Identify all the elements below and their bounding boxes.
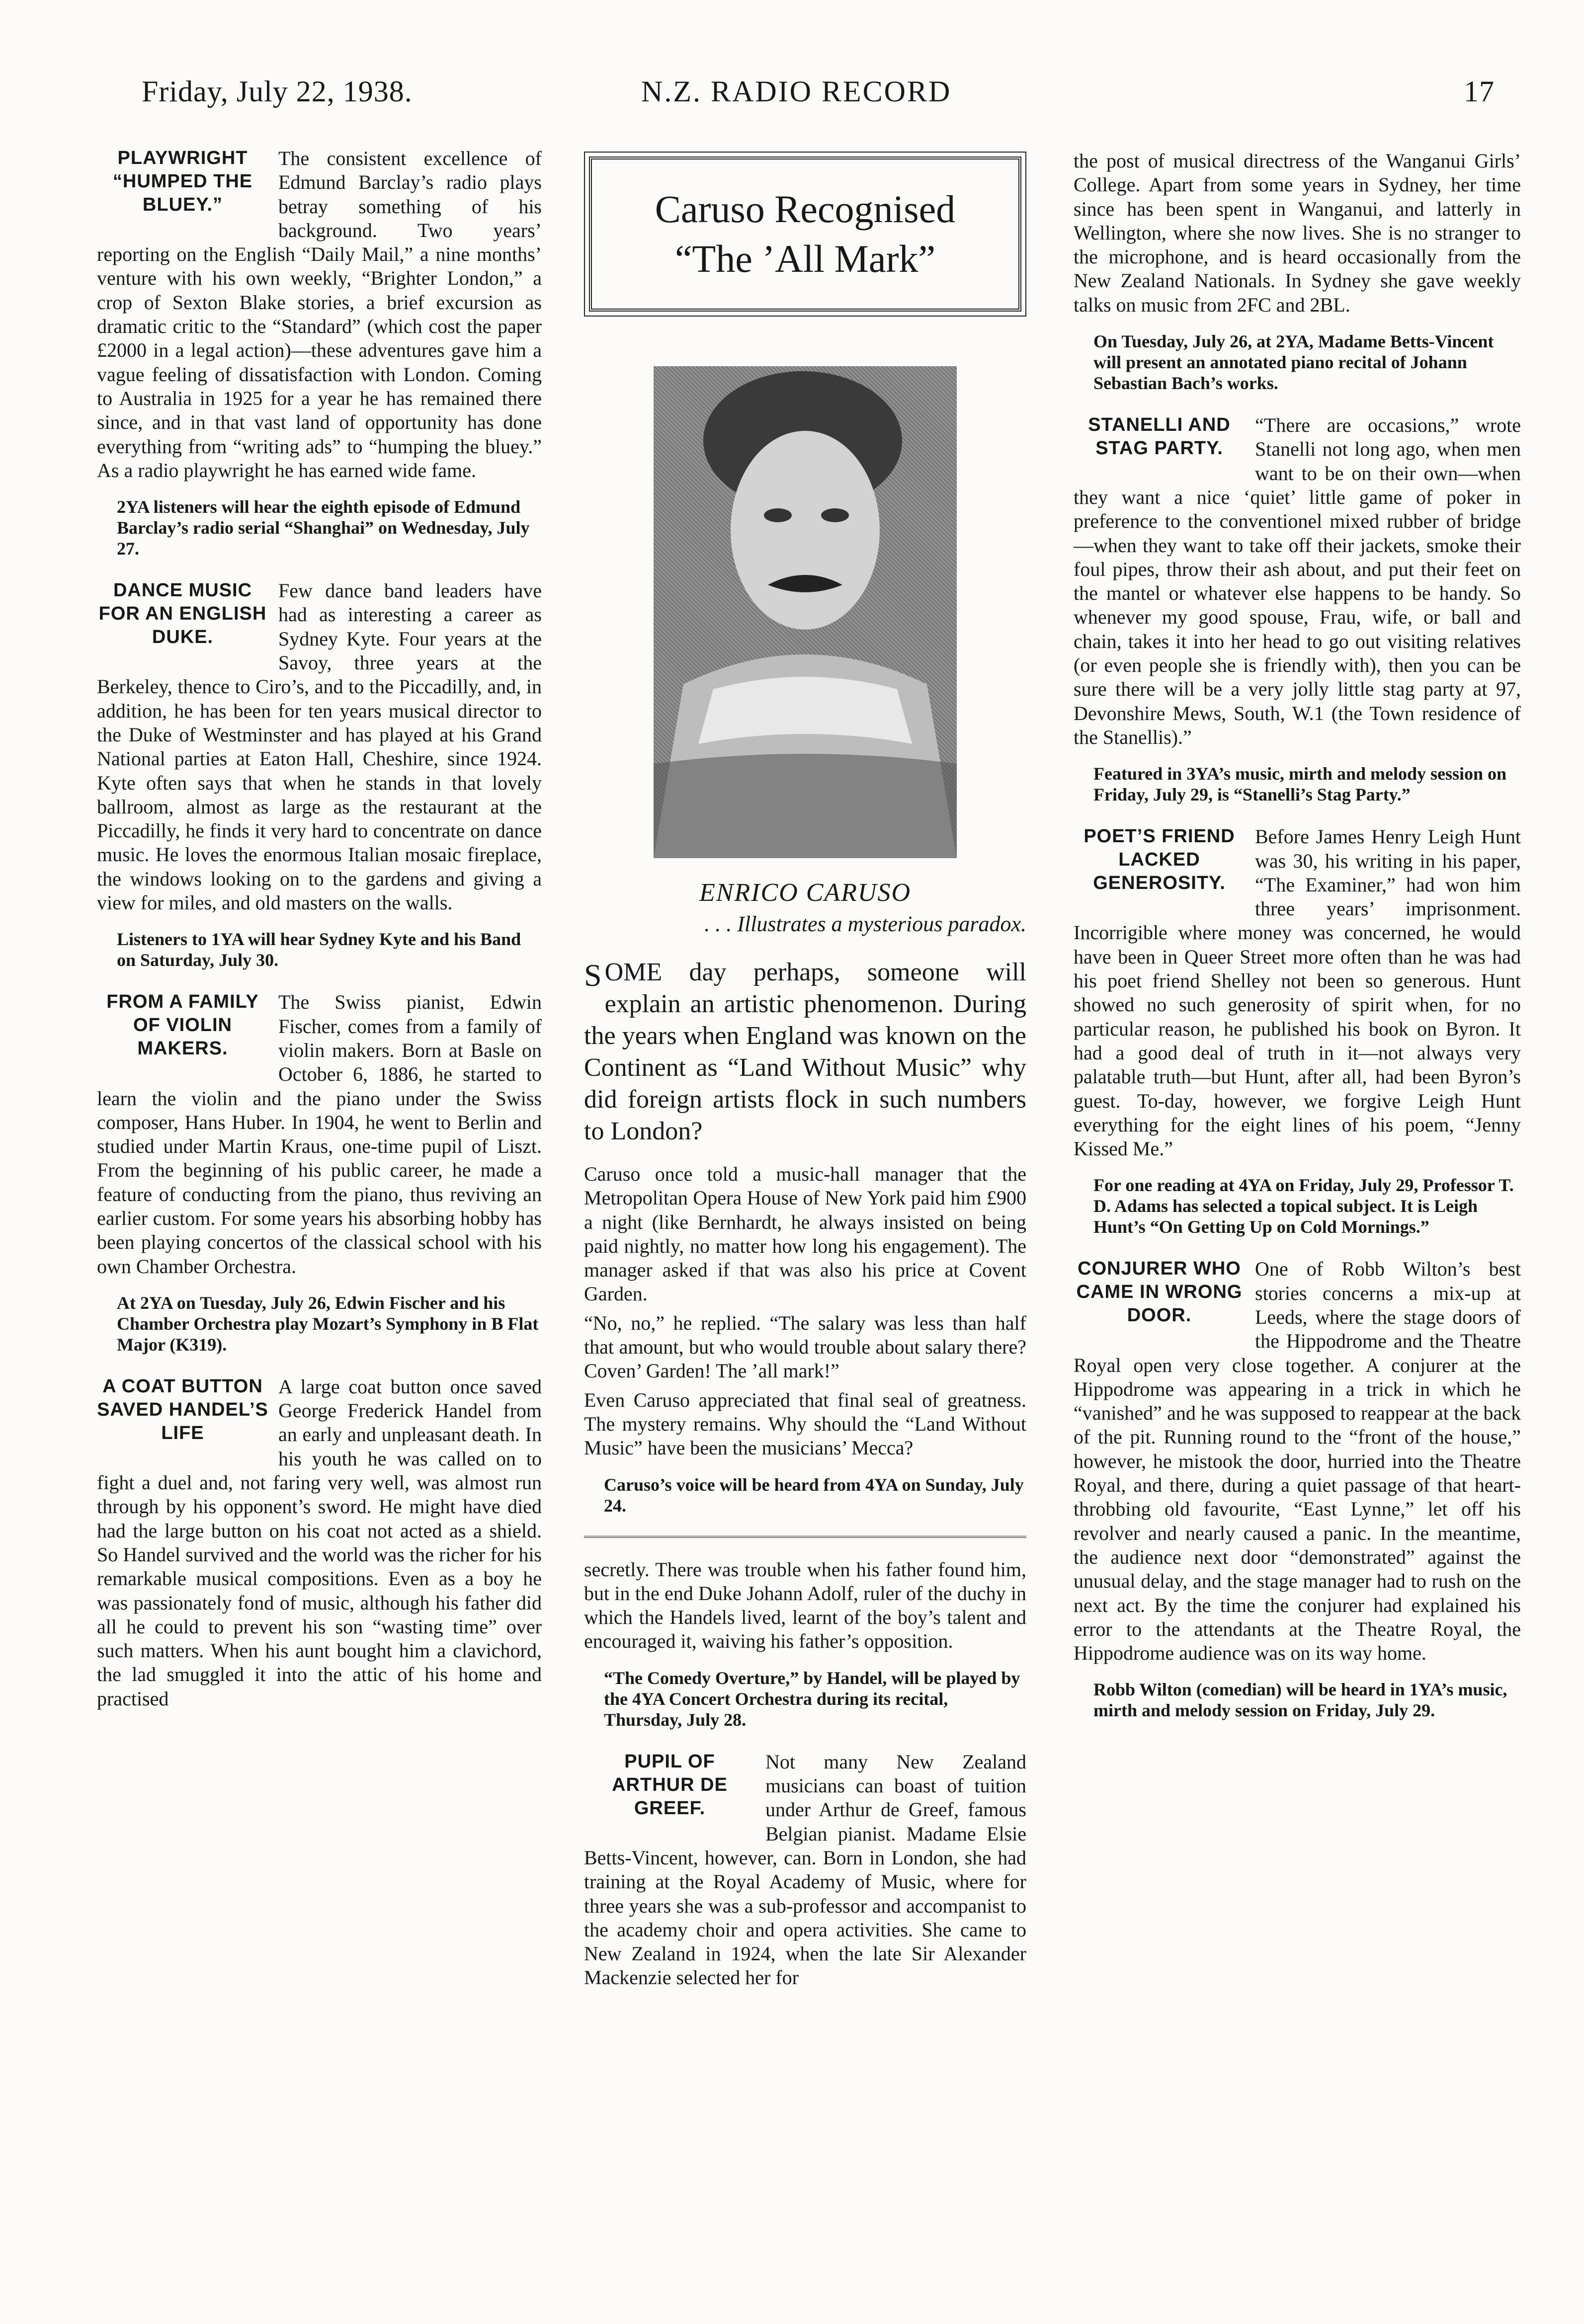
article-body: The Swiss pianist, Edwin Fischer, comes from a family of violin makers. Born at Basle on October 6, 1886, he started to learn the violin and the piano under the Swiss composer, Hans Huber. In 1904, he went to Berlin and studied under Martin Kraus, one-time pupil of Liszt. From the beginning of his public career, he made a feature of conducting from the piano, thus reviving an earlier custom. For some years his absorbing hobby has been playing concertos of the classical school with his own Chamber Orchestra. [97,991,542,1278]
broadcast-note: On Tuesday, July 26, at 2YA, Madame Betts-Vincent will present an annotated piano recital of Johann Sebastian Bach’s works. [1093,331,1494,394]
caruso-portrait-photo [654,366,957,858]
broadcast-note: Listeners to 1YA will hear Sydney Kyte and his Band on Saturday, July 30. [117,929,521,970]
article-leigh-hunt [1074,825,1521,1237]
article-heading: CONJURER WHO CAME IN WRONG DOOR. [1076,1258,1243,1326]
article-stanelli [1074,413,1521,805]
broadcast-note: 2YA listeners will hear the eighth episode of Edmund Barclay’s radio serial “Shanghai” on Wednesday, July 27. [117,497,530,559]
section-divider [584,1536,1026,1538]
column-left [97,147,542,1711]
article-heading: PUPIL OF ARTHUR DE GREEF. [612,1751,728,1819]
feature-title-box [589,157,1021,312]
article-heading: DANCE MUSIC FOR AN ENGLISH DUKE. [98,580,267,648]
article-body: “No, no,” he replied. “The salary was less than half that amount, but who would trouble about salary there? Coven’ Garden! The ’all mark!” [584,1311,1026,1382]
column-middle [584,147,1026,1990]
issue-date: Friday, July 22, 1938. [142,75,413,108]
article-heading: FROM A FAMILY OF VIOLIN MAKERS. [106,991,259,1059]
article-dance-music [97,579,542,970]
article-body: Even Caruso appreciated that final seal of greatness. The mystery remains. Why should the “Land Without Music” have been the musicians’ Mecca? [584,1388,1026,1459]
article-heading: A COAT BUTTON SAVED HANDEL’S LIFE [97,1375,268,1443]
broadcast-note: For one reading at 4YA on Friday, July 29, Professor T. D. Adams has selected a topical subject. It is Leigh Hunt’s “On Getting Up on Cold Mornings.” [1093,1175,1514,1237]
article-continuation: the post of musical directress of the Wanganui Girls’ College. Apart from some years in Sydney, her time since has been spent in Wanganui, and latterly in Wellington, where she now lives. She is no stranger to the microphone, and is heard occasionally from the New Zealand Nationals. In Sydney she gave weekly talks on music from 2FC and 2BL. [1074,150,1521,316]
article-body: One of Robb Wilton’s best stories concerns a mix-up at Leeds, where the stage doors of the Hippodrome and the Theatre Royal open very close together. A conjurer at the Hippodrome was appearing in a trick in which he “vanished” and he was supposed to reappear at the back of the pit. Running round to the “front of the house,” however, he mistook the door, hurried into the Theatre Royal, and there, during a quiet passage of that heart-throbbing old favourite, “East Lynne,” let off his revolver and nearly caused a panic. In the meantime, the audience next door “demonstrated” against the unusual delay, and the stage manager had to rush on the next act. By the time the conjurer had explained his error to the attendants at the Theatre Royal, the Hippodrome audience was on its way home. [1074,1258,1521,1665]
article-body: Not many New Zealand musicians can boast of tuition under Arthur de Greef, famous Belgian pianist. Madame Elsie Betts-Vincent, however, can. Born in London, she had training at the Royal Academy of Music, where for three years she was a sub-professor and accompanist to the academy choir and opera activities. She came to New Zealand in 1924, when the late Sir Alexander Mackenzie selected her for [584,1750,1026,1989]
article-heading: POET’S FRIEND LACKED GENEROSITY. [1084,826,1235,894]
broadcast-note: Caruso’s voice will be heard from 4YA on Sunday, July 24. [604,1474,1024,1516]
article-body: Before James Henry Leigh Hunt was 30, his writing in his paper, “The Examiner,” had won him three years’ imprisonment. Incorrigible where money was concerned, he would have been in Queer Street more often than he was had his poet friend Shelley not been so generous. Hunt showed no such generosity of spirit when, for no particular reason, he published his book on Byron. It had a good deal of truth in it—not always very palatable truth—but Hunt, after all, had been Byron’s guest. To-day, however, we forgive Leigh Hunt everything for the eight lines of his poem, “Jenny Kissed Me.” [1074,825,1521,1160]
article-heading: PLAYWRIGHT “HUMPED THE BLUEY.” [112,148,253,215]
article-heading: STANELLI AND STAG PARTY. [1088,414,1231,459]
article-lead [584,957,1026,1147]
feature-title-line2: “The ’All Mark” [674,237,936,280]
article-playwright [97,147,542,559]
portrait-illustration [654,366,957,858]
publication-title: N.Z. RADIO RECORD [641,75,952,108]
column-right [1074,149,1521,1741]
drop-cap: S [584,958,602,993]
feature-title-line1: Caruso Recognised [655,187,956,231]
article-body: A large coat button once saved George Frederick Handel from an early and unpleasant death. In his youth he was called on to fight a duel and, not faring very well, was almost run through by his opponent’s sword. He might have died had the large button on his coat not acted as a shield. So Handel survived and the world was the richer for his remarkable musical compositions. Even as a boy he was passionately fond of music, although his father did all he could to prevent his son “wasting time” over such matters. When his aunt bought him a clavichord, the lad smuggled it into the attic of his home and practised [97,1375,542,1710]
article-body: Few dance band leaders have had as interesting a career as Sydney Kyte. Four years at the Savoy, three years at the Berkeley, thence to Ciro’s, and to the Piccadilly, and, in addition, he has been for ten years musical director to the Duke of Westminster and has played at his Grand National parties at Eaton Hall, Cheshire, since 1924. Kyte often says that when he stands in that lovely ballroom, almost as large as the restaurant at the Piccadilly, he finds it very hard to concentrate on dance music. He loves the enormous Italian mosaic fireplace, the windows looking on to the gardens and giving a view for miles, and old masters on the walls. [97,579,542,914]
article-body: The consistent excellence of Edmund Barclay’s radio plays betray something of his background. Two years’ reporting on the English “Daily Mail,” a nine months’ venture with his own weekly, “Brighter London,” a crop of Sexton Blake stories, a brief excursion as dramatic critic to the “Standard” (which cost the paper £2000 in a legal action)—these adventures gave him a vague feeling of dissatisfaction with London. Coming to Australia in 1925 for a year he has remained there since, and in that vast land of opportunity has done everything from “writing ads” to “humping the bluey.” As a radio playwright he has earned wide fame. [97,147,542,481]
article-body: “There are occasions,” wrote Stanelli not long ago, when men want to be on their own—when they want a nice ‘quiet’ little game of poker in preference to the conventionel mixed rubber of bridge—when they want to take off their jackets, smoke their foul pipes, throw their ash about, and put their feet on the mantel or whatever else happens to be handy. So whenever my good spouse, Frau, wife, or ball and chain, takes it into her head to go out visiting relatives (or even people she is friendly with), then you can be sure there will be a very jolly little stag party at 97, Devonshire Mews, South, W.1 (the Town residence of the Stanellis).” [1074,414,1521,748]
photo-caption-subtitle: . . . Illustrates a mysterious paradox. [704,912,1026,936]
page-number: 17 [1464,75,1495,108]
article-continuation: secretly. There was trouble when his father found him, but in the end Duke Johann Adolf, ruler of the duchy in which the Handels lived, learnt of the boy’s talent and encouraged it, waiving his father’s opposition. [584,1558,1026,1653]
article-conjurer [1074,1257,1521,1721]
photo-caption-name: ENRICO CARUSO [699,879,912,907]
broadcast-note: Robb Wilton (comedian) will be heard in 1YA’s music, mirth and melody session on Friday, July 29. [1093,1680,1507,1721]
broadcast-note: Featured in 3YA’s music, mirth and melody session on Friday, July 29, is “Stanelli’s Stag Party.” [1093,764,1507,805]
lead-text: OME day perhaps, someone will explain an artistic phenomenon. During the years when England was known on the Continent as “Land Without Music” why did foreign artists flock in such numbers to London? [584,958,1026,1145]
article-coat-button [97,1375,542,1711]
article-body: Caruso once told a music-hall manager that the Metropolitan Opera House of New York paid him £900 a night (like Bernhardt, he always insisted on being paid nightly, no matter how long his engagement). The manager asked if that was also his price at Covent Garden. [584,1163,1026,1305]
broadcast-note: “The Comedy Overture,” by Handel, will be played by the 4YA Concert Orchestra during its recital, Thursday, July 28. [604,1668,1020,1730]
article-de-greef [584,1750,1026,1990]
broadcast-note: At 2YA on Tuesday, July 26, Edwin Fischer and his Chamber Orchestra play Mozart’s Symphony in B Flat Major (K319). [117,1292,539,1355]
article-violin-makers [97,990,542,1355]
